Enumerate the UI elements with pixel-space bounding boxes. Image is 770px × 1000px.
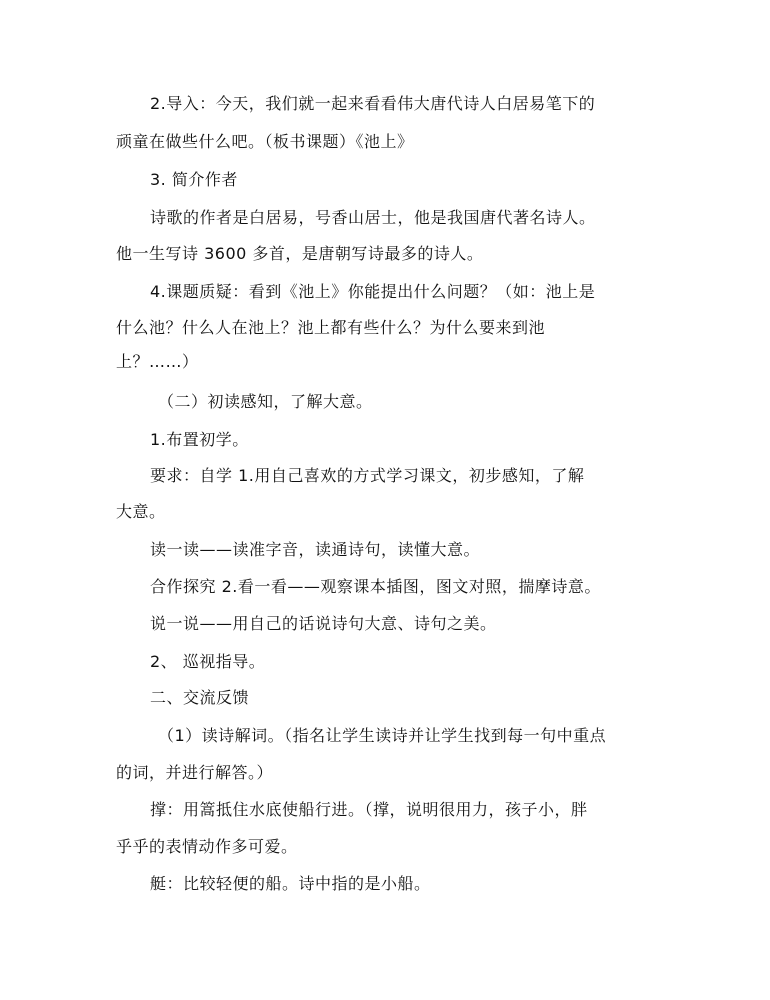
item-arrange-study: 1.布置初学。 bbox=[150, 430, 249, 449]
para-question-line2: 什么池？什么人在池上？池上都有些什么？为什么要来到池 bbox=[116, 318, 546, 337]
para-say: 说一说——用自己的话说诗句大意、诗句之美。 bbox=[150, 614, 497, 633]
para-requirement-line1: 要求：自学 1.用自己喜欢的方式学习课文，初步感知，了解 bbox=[150, 466, 585, 485]
item-patrol-guide: 2、 巡视指导。 bbox=[150, 652, 266, 671]
heading-author: 3. 简介作者 bbox=[150, 170, 238, 189]
para-question-line3: 上？……） bbox=[116, 352, 199, 371]
heading-feedback: 二、交流反馈 bbox=[150, 688, 250, 707]
para-author-line2: 他一生写诗 3600 多首，是唐朝写诗最多的诗人。 bbox=[116, 244, 484, 263]
para-author-line1: 诗歌的作者是白居易，号香山居士，他是我国唐代著名诗人。 bbox=[150, 208, 596, 227]
para-cheng-line1: 撑：用篙抵住水底使船行进。（撑，说明很用力，孩子小，胖 bbox=[150, 800, 588, 819]
para-read-poem-line1: （1）读诗解词。（指名让学生读诗并让学生找到每一句中重点 bbox=[158, 726, 607, 745]
para-ting: 艇：比较轻便的船。诗中指的是小船。 bbox=[150, 874, 431, 893]
para-look: 合作探究 2.看一看——观察课本插图，图文对照，揣摩诗意。 bbox=[150, 577, 601, 596]
heading-first-read: （二）初读感知，了解大意。 bbox=[158, 392, 373, 411]
para-read-poem-line2: 的词，并进行解答。） bbox=[116, 763, 274, 782]
para-intro-line2: 顽童在做些什么吧。（板书课题）《池上》 bbox=[116, 132, 414, 151]
para-cheng-line2: 乎乎的表情动作多可爱。 bbox=[116, 837, 298, 856]
para-intro-line1: 2.导入：今天，我们就一起来看看伟大唐代诗人白居易笔下的 bbox=[150, 94, 596, 113]
para-question-line1: 4.课题质疑：看到《池上》你能提出什么问题？（如：池上是 bbox=[150, 282, 596, 301]
para-read: 读一读——读准字音，读通诗句，读懂大意。 bbox=[150, 540, 481, 559]
para-requirement-line2: 大意。 bbox=[116, 502, 166, 521]
